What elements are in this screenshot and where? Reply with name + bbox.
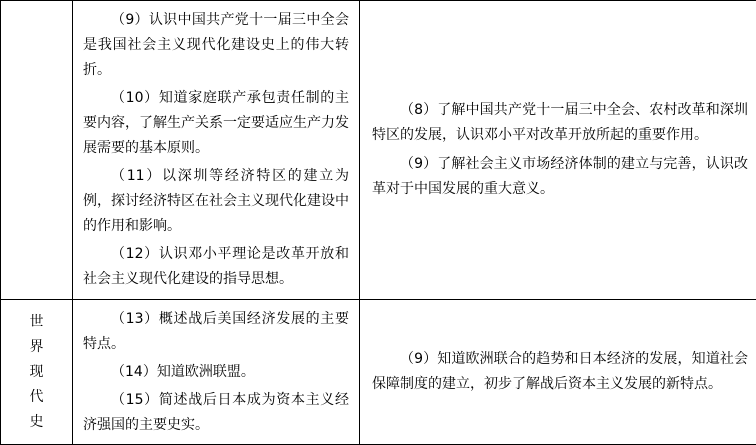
standard-item: （13）概述战后美国经济发展的主要特点。 (83, 307, 349, 357)
standards-cell (73, 1, 360, 300)
standard-item: （14）知道欧洲联盟。 (83, 360, 349, 385)
category-char: 世 (1, 310, 72, 335)
requirements-cell (360, 1, 756, 300)
category-cell (1, 1, 73, 300)
standard-item: （11）以深圳等经济特区的建立为例，探讨经济特区在社会主义现代化建设中的作用和影响。 (83, 164, 349, 239)
standards-cell (73, 300, 360, 445)
category-char: 现 (1, 360, 72, 385)
standard-item: （12）认识邓小平理论是改革开放和社会主义现代化建设的指导思想。 (83, 242, 349, 292)
requirements-cell (360, 300, 756, 445)
standard-item: （9）认识中国共产党十一届三中全会是我国社会主义现代化建设史上的伟大转折。 (83, 8, 349, 83)
requirement-item: （9）知道欧洲联合的趋势和日本经济的发展，知道社会保障制度的建立，初步了解战后资本主义发展的新特点。 (372, 347, 748, 397)
category-char: 界 (1, 335, 72, 360)
table-row (1, 1, 756, 300)
standard-item: （15）简述战后日本成为资本主义经济强国的主要史实。 (83, 388, 349, 438)
table-row (1, 300, 756, 445)
category-char: 代 (1, 385, 72, 410)
requirement-item: （9）了解社会主义市场经济体制的建立与完善，认识改革对于中国发展的重大意义。 (372, 152, 748, 202)
standard-item: （10）知道家庭联产承包责任制的主要内容，了解生产关系一定要适应生产力发展需要的基本原则。 (83, 86, 349, 161)
category-cell-world-modern-history (1, 300, 73, 445)
category-char: 史 (1, 410, 72, 435)
requirement-item: （8）了解中国共产党十一届三中全会、农村改革和深圳特区的发展，认识邓小平对改革开放所起的重要作用。 (372, 98, 748, 148)
